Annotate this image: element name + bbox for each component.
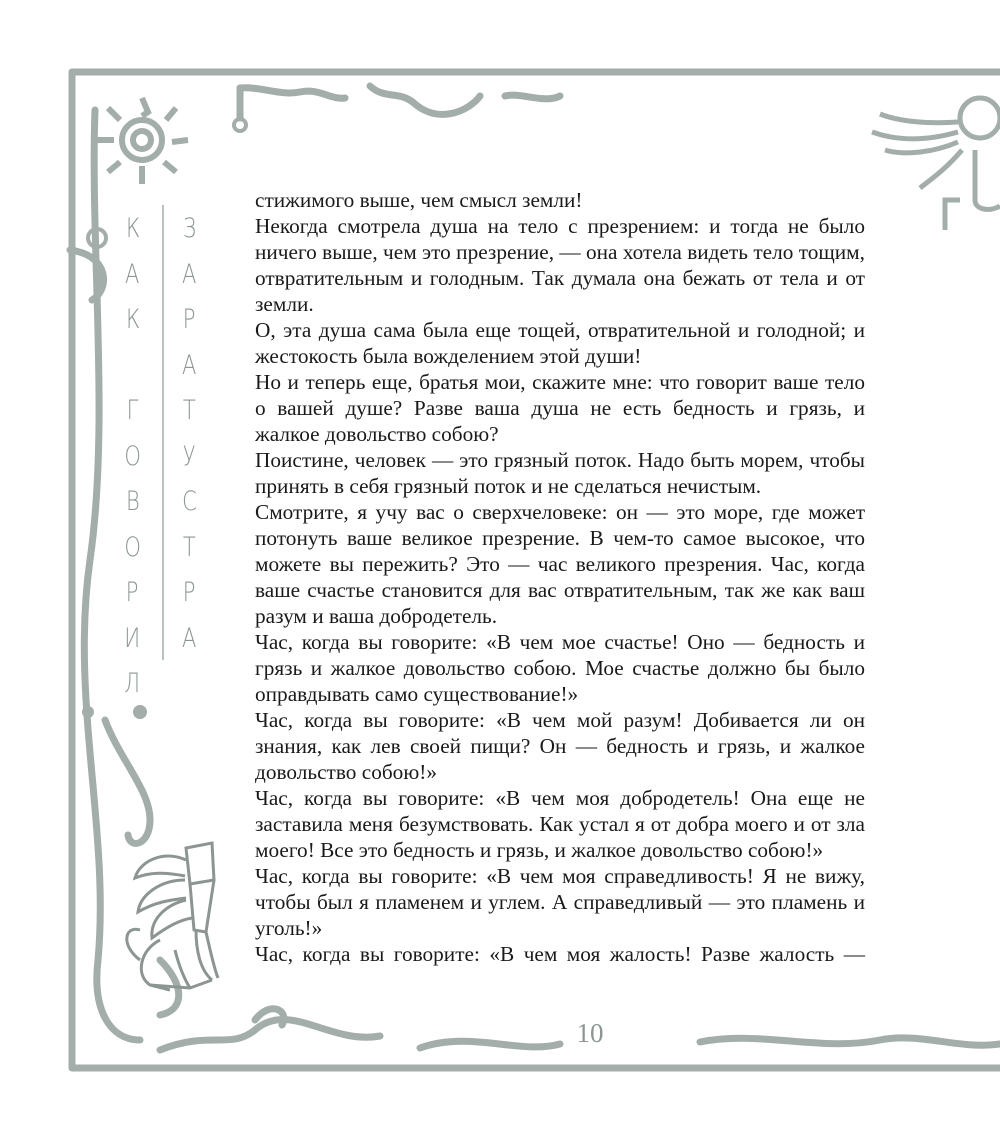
paragraph: Час, когда вы говорите: «В чем мой разум! Добивается ли он знания, как лев своей пищи? Он — бедность и грязь, и жалкое довольство собою!» [255, 708, 865, 784]
title-letter: В [125, 486, 140, 517]
title-letter: К [125, 304, 140, 335]
paragraph: стижимого выше, чем смысл земли! [255, 188, 583, 212]
title-letter: К [125, 213, 140, 244]
title-letter: Г [126, 395, 139, 426]
paragraph: Час, когда вы говорите: «В чем моя жалость! Разве жалость — [255, 942, 865, 966]
paragraph: Некогда смотрела душа на тело с презрением: и тогда не было ничего выше, чем это презрение, — она хотела видеть тело тощим, отвратительным и голодным. Так думала она бежать от тела и от земли. [255, 214, 865, 316]
title-letter: Т [182, 531, 196, 563]
paragraph: Час, когда вы говорите: «В чем мое счастье! Оно — бедность и грязь и жалкое довольство собою. Мое счастье должно бы было оправдывать само существование!» [255, 630, 865, 706]
title-letter: А [182, 622, 197, 654]
body-text [255, 187, 865, 967]
paragraph: Но и теперь еще, братья мои, скажите мне: что говорит ваше тело о вашей душе? Разве ваша душа не есть бедность и грязь, и жалкое довольство собою? [255, 370, 865, 446]
paragraph: Смотрите, я учу вас о сверхчеловеке: он — это море, где может потонуть ваше великое презрение. В чем-то самое высокое, что можете вы пережить? Это — час великого презрения. Час, когда ваше счастье становится для вас отвратительным, так же как ваш разум и ваша добродетель. [255, 500, 865, 628]
title-letter: И [124, 622, 141, 654]
title-letter: О [124, 440, 141, 472]
title-letter: А [182, 258, 197, 290]
paragraph: Час, когда вы говорите: «В чем моя справедливость! Я не вижу, чтобы был я пламенем и углем. А справедливый — это пламень и уголь!» [255, 864, 865, 940]
title-letter: У [183, 440, 196, 472]
title-letter: О [124, 531, 141, 563]
page-number: 10 [576, 1018, 604, 1048]
paragraph: Час, когда вы говорите: «В чем моя добродетель! Она еще не заставила меня безумствовать. Как устал я от добра моего и от зла моего! Все это бедность и грязь, и жалкое довольство собою!» [255, 786, 865, 862]
title-letter: Р [126, 577, 139, 608]
title-letter: А [125, 258, 140, 290]
title-letter: Т [182, 395, 196, 426]
title-letter: З [182, 213, 197, 244]
title-letter: С [182, 486, 197, 517]
title-letter: А [182, 349, 197, 381]
title-letter: Л [124, 668, 141, 699]
paragraph: О, эта душа сама была еще тощей, отвратительной и голодной; и жестокость была вожделением этой души! [255, 318, 865, 368]
title-letter: Р [183, 304, 196, 335]
title-letter: Р [183, 577, 196, 608]
paragraph: Поистине, человек — это грязный поток. Надо быть морем, чтобы принять в себя грязный поток и не сделаться нечистым. [255, 448, 865, 498]
